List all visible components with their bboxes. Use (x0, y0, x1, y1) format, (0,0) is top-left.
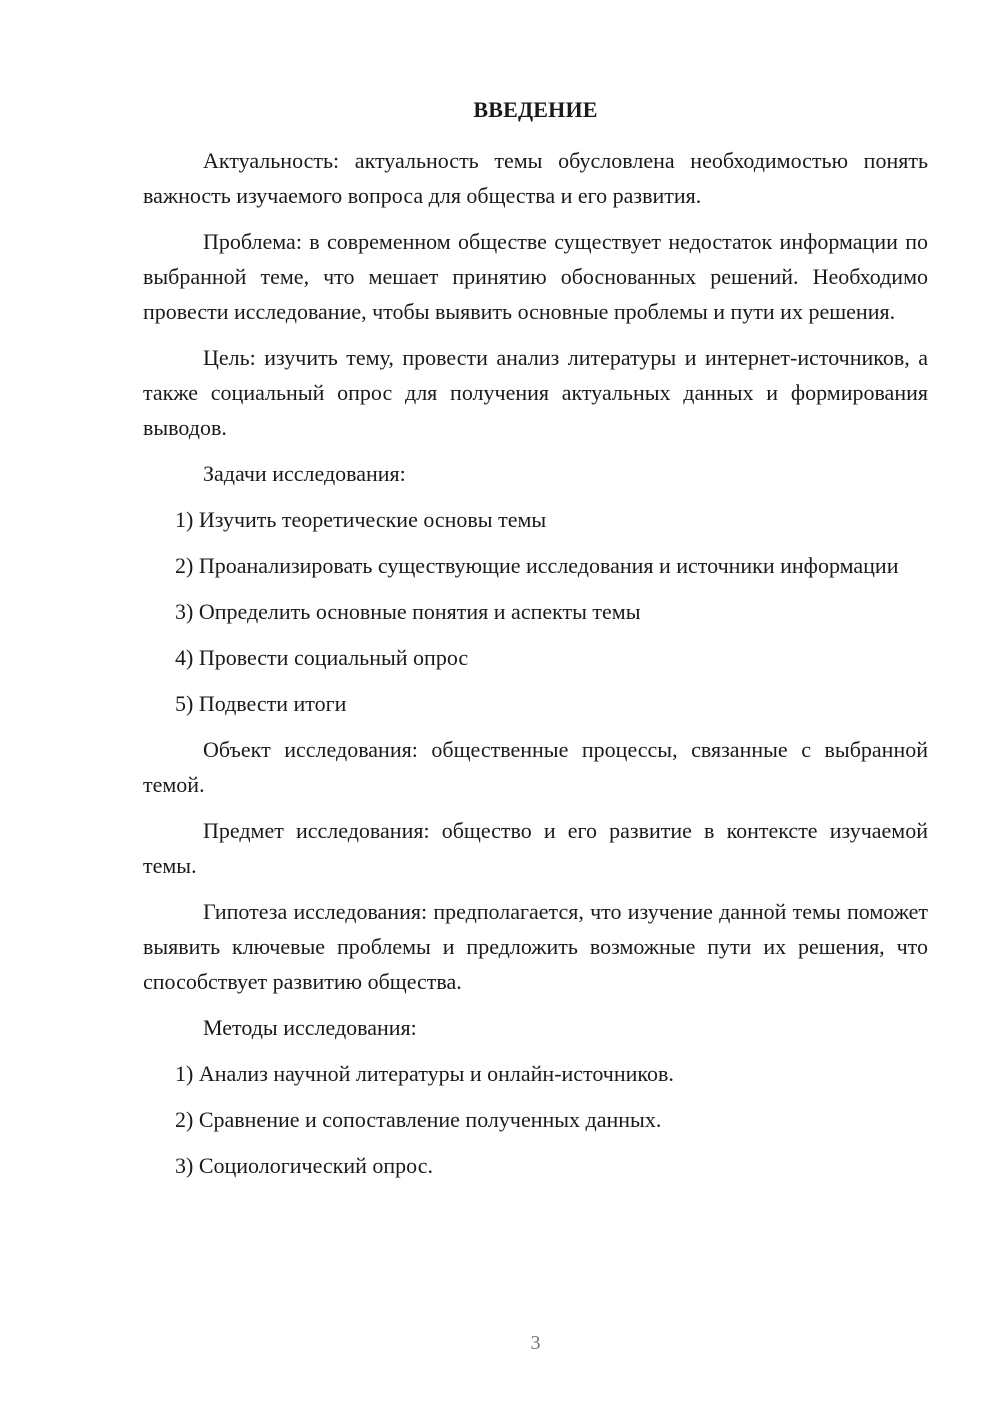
relevance-paragraph: Актуальность: актуальность темы обусловлена необходимостью понять важность изучаемого вопроса для общества и его развития. (143, 148, 928, 208)
task-item-5: 5) Подвести итоги (175, 691, 347, 716)
hypothesis-paragraph: Гипотеза исследования: предполагается, что изучение данной темы поможет выявить ключевые проблемы и предложить возможные пути их решения, что способствует развитию общества. (143, 899, 928, 994)
section-title: ВВЕДЕНИЕ (473, 97, 598, 122)
method-item-2: 2) Сравнение и сопоставление полученных данных. (175, 1107, 662, 1132)
methods-heading: Методы исследования: (203, 1015, 417, 1040)
page-number: 3 (530, 1332, 541, 1354)
problem-paragraph: Проблема: в современном обществе существует недостаток информации по выбранной теме, что мешает принятию обоснованных решений. Необходимо провести исследование, чтобы выявить основные проблемы и пути их решения. (143, 229, 928, 324)
method-item-3: 3) Социологический опрос. (175, 1153, 433, 1178)
object-paragraph: Объект исследования: общественные процессы, связанные с выбранной темой. (143, 737, 928, 797)
task-item-3: 3) Определить основные понятия и аспекты темы (175, 599, 641, 624)
task-item-4: 4) Провести социальный опрос (175, 645, 469, 670)
tasks-heading: Задачи исследования: (203, 461, 406, 486)
task-item-1: 1) Изучить теоретические основы темы (175, 507, 547, 532)
page-content (143, 92, 928, 1194)
goal-paragraph: Цель: изучить тему, провести анализ литературы и интернет-источников, а также социальный опрос для получения актуальных данных и формирования выводов. (143, 345, 928, 440)
subject-paragraph: Предмет исследования: общество и его развитие в контексте изучаемой темы. (143, 818, 928, 878)
method-item-1: 1) Анализ научной литературы и онлайн-источников. (175, 1061, 674, 1086)
task-item-2: 2) Проанализировать существующие исследования и источники информации (175, 553, 899, 578)
